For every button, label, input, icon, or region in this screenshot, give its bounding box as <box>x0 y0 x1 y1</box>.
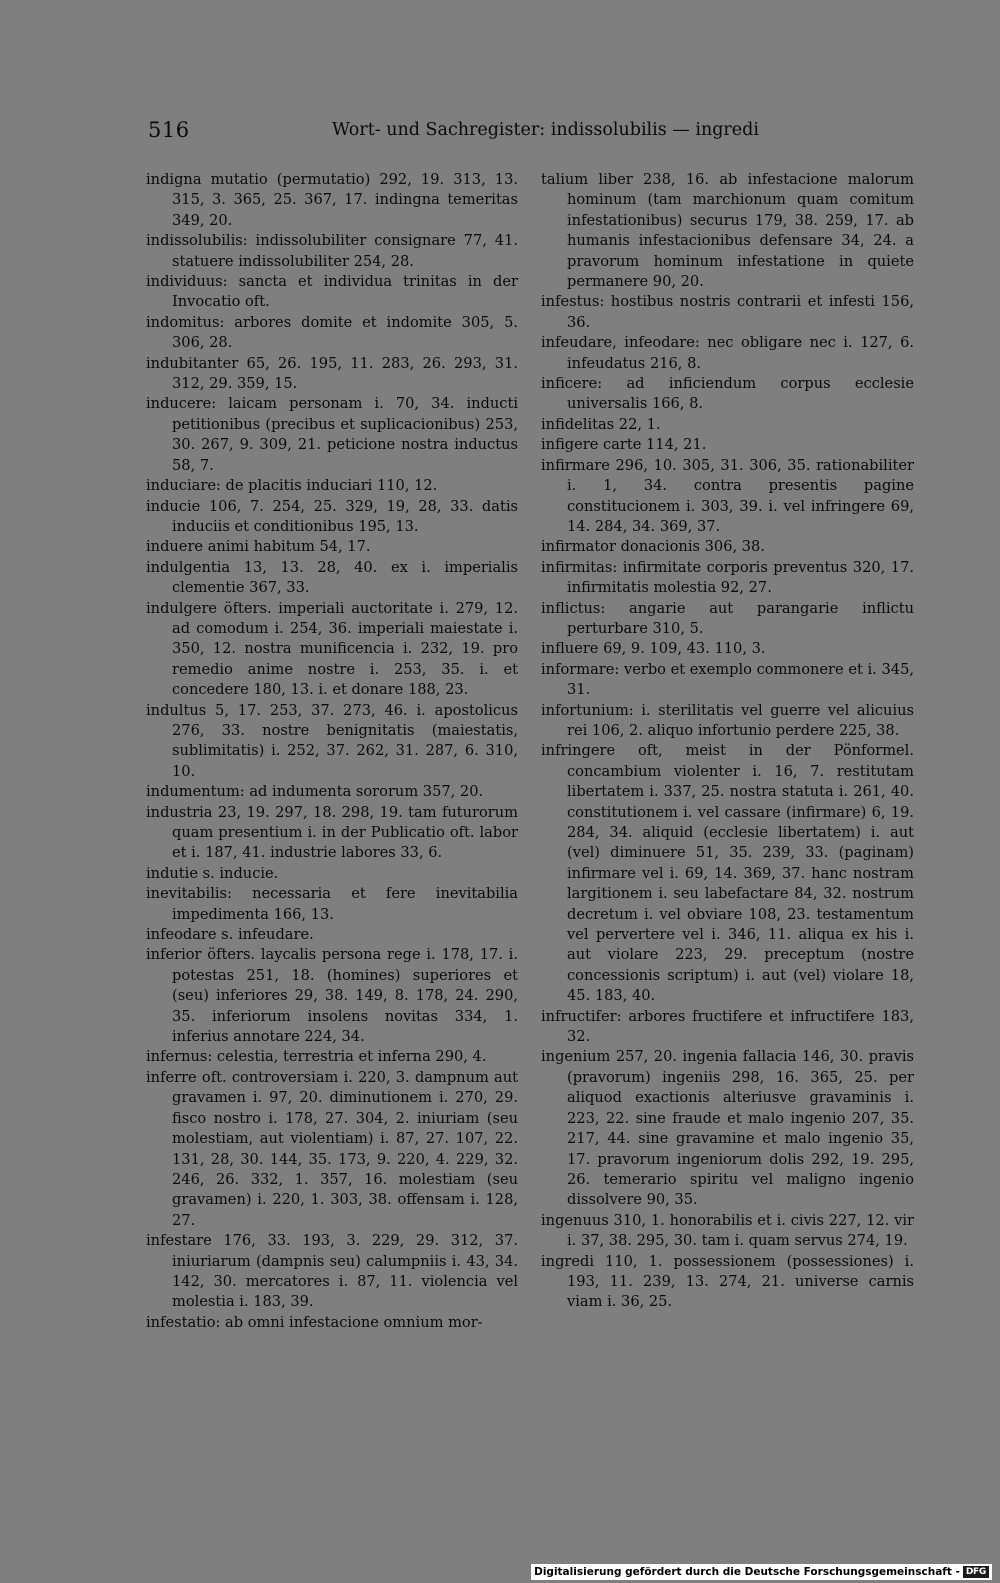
index-entry: inferre oft. controversiam i. 220, 3. dampnum aut gravamen i. 97, 20. diminutionem i. 270, 29. fisco nostro i. 178, 27. 304, 2. iniuriam (seu molestiam, aut violentiam) i. 87, 27. 107, 22. 131, 28, 30. 144, 35. 173, 9. 220, 4. 229, 32. 246, 26. 332, 1. 357, 16. molestiam (seu gravamen) i. 220, 1. 303, 38. offensam i. 128, 27. <box>146 1068 518 1229</box>
funding-footer <box>531 1564 992 1580</box>
index-entry: indubitanter 65, 26. 195, 11. 283, 26. 293, 31. 312, 29. 359, 15. <box>146 354 518 393</box>
index-column-right <box>541 170 914 1313</box>
index-entry: ingenium 257, 20. ingenia fallacia 146, 30. pravis (pravorum) ingeniis 298, 16. 365, 25. per aliquod exactionis alteriusve gravaminis i. 223, 22. sine fraude et malo ingenio 207, 35. 217, 44. sine gravamine et malo ingenio 35, 17. pravorum ingeniorum dolis 292, 19. 295, 26. temerario spiritu vel maligno ingenio dissolvere 90, 35. <box>541 1048 914 1209</box>
index-entry: infringere oft, meist in der Pönformel. concambium violenter i. 16, 7. restitutam libertatem i. 337, 25. nostra statuta i. 261, 40. constitutionem i. vel cassare (infirmare) 6, 19. 284, 34. aliquid (ecclesie libertatem) i. aut (vel) diminuere 51, 35. 239, 33. (paginam) infirmare vel i. 69, 14. 369, 37. hanc nostram largitionem i. seu labefactare 84, 32. nostrum decretum i. vel obviare 108, 23. testamentum vel pervertere vel i. 346, 11. aliqua ex his i. aut violare 223, 29. preceptum (nostre concessionis scriptum) i. aut (vel) violare 18, 45. 183, 40. <box>541 742 914 1005</box>
index-entry: indissolubilis: indissolubiliter consignare 77, 41. statuere indissolubiliter 254, 28. <box>146 232 518 270</box>
index-entry: inducie 106, 7. 254, 25. 329, 19, 28, 33. datis induciis et conditionibus 195, 13. <box>146 497 518 535</box>
index-entry: indulgere öfters. imperiali auctoritate i. 279, 12. ad comodum i. 254, 36. imperiali maiestate i. 350, 12. nostra munificencia i. 232, 19. pro remedio anime nostre i. 253, 35. i. et concedere 180, 13. i. et donare 188, 23. <box>146 599 518 699</box>
index-entry: induere animi habitum 54, 17. <box>146 538 371 556</box>
index-entry: indulgentia 13, 13. 28, 40. ex i. imperialis clementie 367, 33. <box>146 558 518 597</box>
index-entry: infirmitas: infirmitate corporis preventus 320, 17. infirmitatis molestia 92, 27. <box>541 558 914 597</box>
index-entry: infeodare s. infeudare. <box>146 926 314 944</box>
index-entry: indigna mutatio (permutatio) 292, 19. 313, 13. 315, 3. 365, 25. 367, 17. indingna temeritas 349, 20. <box>146 171 518 229</box>
index-entry: infirmator donacionis 306, 38. <box>541 538 765 556</box>
index-entry: infidelitas 22, 1. <box>541 415 661 433</box>
index-entry: ingenuus 310, 1. honorabilis et i. civis 227, 12. vir i. 37, 38. 295, 30. tam i. quam servus 274, 19. <box>541 1211 914 1250</box>
index-entry: informare: verbo et exemplo commonere et i. 345, 31. <box>541 660 914 699</box>
index-column-left <box>146 170 518 1333</box>
index-entry: inevitabilis: necessaria et fere inevitabilia impedimenta 166, 13. <box>146 885 518 923</box>
index-entry: indutie s. inducie. <box>146 864 279 882</box>
index-entry: infirmare 296, 10. 305, 31. 306, 35. rationabiliter i. 1, 34. contra presentis pagine constitucionem i. 303, 39. i. vel infringere 69, 14. 284, 34. 369, 37. <box>541 456 914 535</box>
index-entry: ingredi 110, 1. possessionem (possessiones) i. 193, 11. 239, 13. 274, 21. universe carnis viam i. 36, 25. <box>541 1252 914 1311</box>
index-entry: infestare 176, 33. 193, 3. 229, 29. 312, 37. iniuriarum (dampnis seu) calumpniis i. 43, 34. 142, 30. mercatores i. 87, 11. violencia vel molestia i. 183, 39. <box>146 1232 518 1311</box>
funding-note: Digitalisierung gefördert durch die Deutsche Forschungsgemeinschaft - <box>534 1566 960 1578</box>
running-head: Wort- und Sachregister: indissolubilis — ingredi <box>332 120 759 140</box>
index-entry: infestatio: ab omni infestacione omnium mor- <box>146 1313 483 1331</box>
index-entry: indomitus: arbores domite et indomite 305, 5. 306, 28. <box>146 313 518 352</box>
index-entry: individuus: sancta et individua trinitas in der Invocatio oft. <box>146 273 518 311</box>
index-entry: infigere carte 114, 21. <box>541 436 707 454</box>
index-entry: inferior öfters. laycalis persona rege i. 178, 17. i. potestas 251, 18. (homines) superiores et (seu) inferiores 29, 38. 149, 8. 178, 24. 290, 35. inferiorum insolens novitas 334, 1. inferius annotare 224, 34. <box>146 946 518 1046</box>
page-number: 516 <box>148 118 190 142</box>
index-entry: indumentum: ad indumenta sororum 357, 20. <box>146 783 484 801</box>
index-entry: indultus 5, 17. 253, 37. 273, 46. i. apostolicus 276, 33. nostre benignitatis (maiestatis, sublimitatis) i. 252, 37. 262, 31. 287, 6. 310, 10. <box>146 701 518 780</box>
index-entry: industria 23, 19. 297, 18. 298, 19. tam futurorum quam presentium i. in der Publicatio oft. labor et i. 187, 41. industrie labores 33, 6. <box>146 803 518 862</box>
index-entry: infestus: hostibus nostris contrarii et infesti 156, 36. <box>541 293 914 331</box>
index-entry: infeudare, infeodare: nec obligare nec i. 127, 6. infeudatus 216, 8. <box>541 334 914 372</box>
index-entry: induciare: de placitis induciari 110, 12. <box>146 477 438 495</box>
index-entry: infortunium: i. sterilitatis vel guerre vel alicuius rei 106, 2. aliquo infortunio perdere 225, 38. <box>541 701 914 739</box>
index-entry: infernus: celestia, terrestria et inferna 290, 4. <box>146 1048 487 1066</box>
index-entry: talium liber 238, 16. ab infestacione malorum hominum (tam marchionum quam comitum infestationibus) securus 179, 38. 259, 17. ab humanis infestacionibus defensare 34, 24. a pravorum hominum infestatione in quiete permanere 90, 20. <box>541 171 914 291</box>
index-entry: inducere: laicam personam i. 70, 34. inducti petitionibus (precibus et suplicacionibus) 253, 30. 267, 9. 309, 21. peticione nostra inductus 58, 7. <box>146 395 518 474</box>
index-entry: infructifer: arbores fructifere et infructifere 183, 32. <box>541 1007 914 1046</box>
index-entry: inflictus: angarie aut parangarie inflictu perturbare 310, 5. <box>541 599 914 637</box>
index-entry: influere 69, 9. 109, 43. 110, 3. <box>541 640 766 658</box>
dfg-logo: DFG <box>963 1566 989 1578</box>
index-entry: inficere: ad inficiendum corpus ecclesie universalis 166, 8. <box>541 375 914 413</box>
